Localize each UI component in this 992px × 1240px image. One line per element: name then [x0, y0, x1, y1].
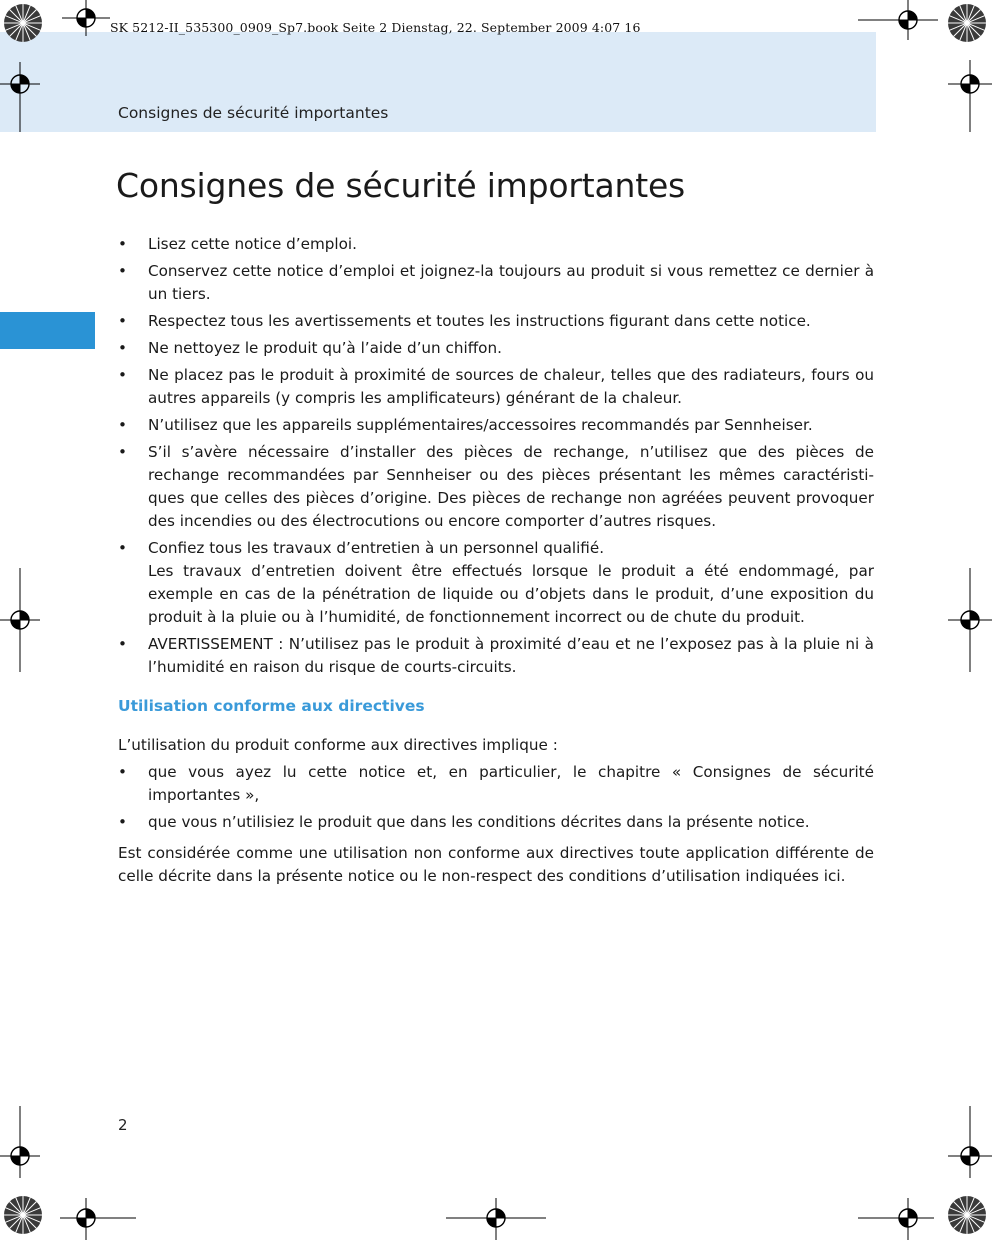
- list-item-text: • Confiez tous les travaux d’entretien à un personnel qualifié.: [148, 539, 605, 557]
- page-content: [118, 233, 874, 892]
- starburst-target-icon: [946, 1194, 988, 1236]
- list-item-text: Ne nettoyez le produit qu’à l’aide d’un chiffon.: [148, 339, 502, 357]
- list-item: [118, 633, 874, 679]
- list-item: [118, 537, 874, 629]
- section-heading: Utilisation conforme aux directives: [118, 697, 425, 715]
- registration-crosshair-icon: [0, 62, 40, 110]
- list-item-text: que vous ayez lu cette notice et, en particulier, le chapitre « Consignes de sécurité importantes »,: [148, 763, 874, 804]
- registration-crosshair-icon: [0, 568, 40, 672]
- safety-list: [118, 233, 874, 679]
- list-item-text: AVERTISSEMENT : N’utilisez pas le produit à proximité d’eau et ne l’exposez pas à la pluie ni à l’humidité en raison du risque de courts-circuits.: [148, 635, 874, 676]
- list-item-text: Ne placez pas le produit à proximité de sources de chaleur, telles que des radiateurs, fours ou autres appareils (y compris les amplificateurs) générant de la chaleur.: [148, 366, 874, 407]
- registration-crosshair-icon: [858, 0, 938, 40]
- starburst-target-icon: [2, 1194, 44, 1236]
- page-number: 2: [118, 1116, 128, 1134]
- starburst-target-icon: [946, 2, 988, 44]
- list-item-text: Respectez tous les avertissements et toutes les instructions figurant dans cette notice.: [148, 312, 811, 330]
- registration-crosshair-icon: [60, 1198, 136, 1240]
- registration-crosshair-icon: [446, 1198, 546, 1240]
- list-item: [118, 310, 874, 333]
- list-item: [118, 364, 874, 410]
- registration-crosshair-icon: [0, 1106, 40, 1178]
- page-title: Consignes de sécurité importantes: [116, 166, 686, 205]
- list-item: [118, 337, 874, 360]
- registration-crosshair-icon: [62, 0, 110, 36]
- list-item-text: Conservez cette notice d’emploi et joignez-la toujours au produit si vous remettez ce dernier à un tiers.: [148, 262, 874, 303]
- running-head: Consignes de sécurité importantes: [118, 104, 389, 122]
- list-item-detail: Les travaux d’entretien doivent être effectués lorsque le produit a été endommagé, par exemple en cas de la pénétration de liquide ou d’objets dans le produit, d’une exposition du produit à la pluie ou à l’humidité, de fonctionnement incorrect ou de chute du produit.: [148, 562, 874, 626]
- registration-crosshair-icon: [948, 1106, 992, 1178]
- registration-crosshair-icon: [948, 568, 992, 672]
- registration-crosshair-icon: [858, 1198, 934, 1240]
- list-item: [118, 414, 874, 437]
- closing-paragraph: Est considérée comme une utilisation non conforme aux directives toute application différente de celle décrite dans la présente notice ou le non-respect des conditions d’utilisation indiquées ici.: [118, 844, 874, 885]
- chapter-side-tab: [0, 312, 95, 349]
- list-item-text: que vous n’utilisiez le produit que dans les conditions décrites dans la présente notice.: [148, 813, 810, 831]
- starburst-target-icon: [2, 2, 44, 44]
- list-item: [118, 233, 874, 256]
- registration-crosshair-icon: [948, 60, 992, 132]
- intro-paragraph: L’utilisation du produit conforme aux directives implique :: [118, 736, 558, 754]
- list-item: [118, 761, 874, 807]
- list-item: [118, 811, 874, 834]
- intended-use-list: [118, 761, 874, 834]
- list-item: [118, 441, 874, 533]
- print-slug: SK 5212-II_535300_0909_Sp7.book Seite 2 Dienstag, 22. September 2009 4:07 16: [110, 20, 641, 35]
- list-item-text: N’utilisez que les appareils supplémentaires/accessoires recommandés par Sennheiser.: [148, 416, 813, 434]
- list-item-text: Lisez cette notice d’emploi.: [148, 235, 357, 253]
- list-item-text: S’il s’avère nécessaire d’installer des pièces de rechange, n’utilisez que des pièces de rechange recommandées par Sennheiser ou des pièces présentant les mêmes caractéristi-ques que celles des pièces d’origine. Des pièces de rechange non agréées peuvent provoquer des incendies ou des électrocutions ou encore comporter d’autres risques.: [148, 443, 874, 530]
- list-item: [118, 260, 874, 306]
